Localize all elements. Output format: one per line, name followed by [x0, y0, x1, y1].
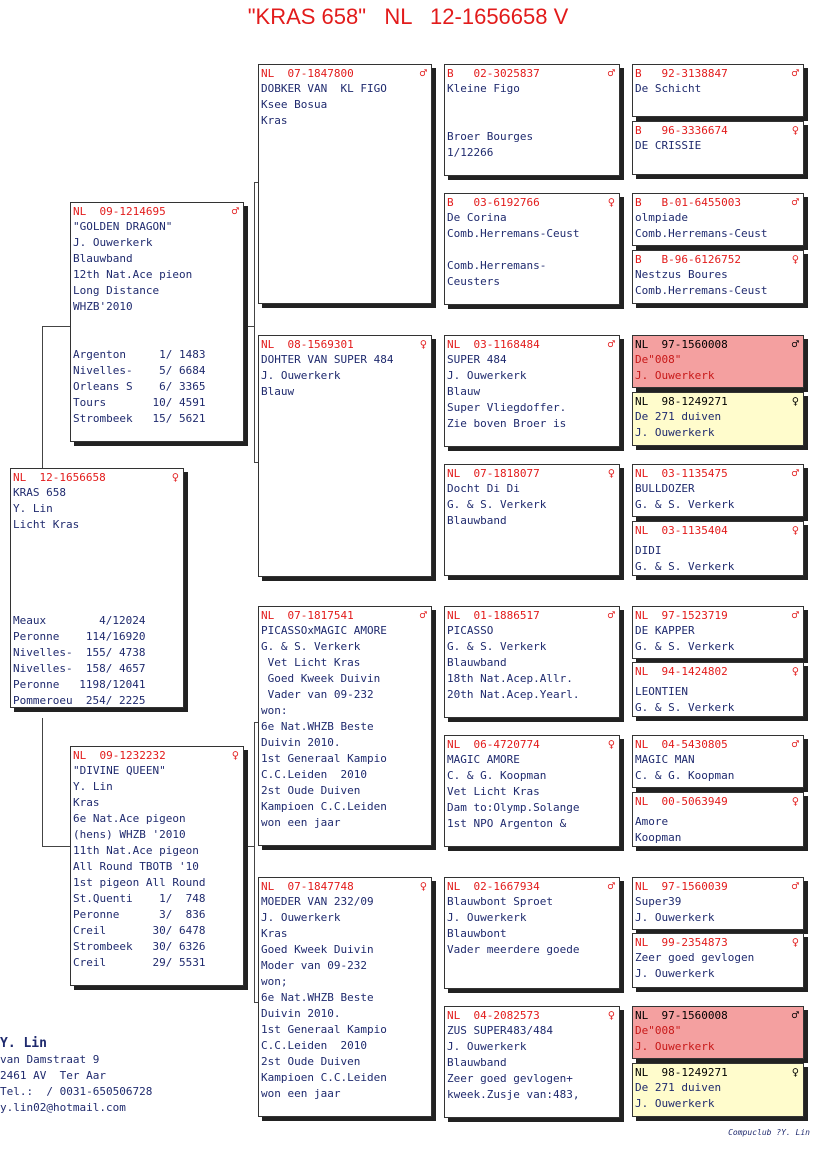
- female-icon: ♀: [791, 252, 799, 266]
- info-line: C. & G. Koopman: [635, 769, 735, 782]
- pigeon-card-ggp[interactable]: [444, 735, 620, 847]
- pigeon-card-gggp[interactable]: [632, 735, 804, 788]
- result-line: Tours 10/ 4591: [73, 396, 206, 409]
- info-line: Docht Di Di: [447, 482, 520, 495]
- info-line: won een jaar: [261, 816, 341, 829]
- result-line: Meaux 4/12024: [13, 614, 146, 627]
- ring-number: NL 09-1232232: [73, 748, 166, 762]
- pigeon-card-gggp[interactable]: [632, 64, 804, 117]
- ring-number: NL 12-1656658: [13, 470, 106, 484]
- info-line: Dam to:Olymp.Solange: [447, 801, 580, 814]
- ring-number: NL 97-1560039: [635, 879, 728, 893]
- info-line: De"008": [635, 1024, 682, 1037]
- pigeon-card-gggp-highlighted[interactable]: [632, 1063, 804, 1117]
- info-line: Comb.Herremans-: [447, 259, 547, 272]
- info-line: Kleine Figo: [447, 82, 520, 95]
- info-line: Vet Licht Kras: [261, 656, 361, 669]
- connector-line: [246, 326, 254, 327]
- ring-number: B 92-3138847: [635, 66, 728, 80]
- owner-phone: Tel.: / 0031-650506728: [0, 1085, 153, 1098]
- info-line: Duivin 2010.: [261, 1007, 341, 1020]
- ring-number: NL 94-1424802: [635, 664, 728, 678]
- software-credit: Compuclub ?Y. Lin: [728, 1128, 810, 1137]
- male-icon: ♂: [791, 337, 799, 351]
- info-line: 1/12266: [447, 146, 494, 159]
- info-line: kweek.Zusje van:483,: [447, 1088, 580, 1101]
- info-line: Blauwband: [447, 1056, 507, 1069]
- male-icon: ♂: [791, 608, 799, 622]
- info-line: Blauwband: [447, 514, 507, 527]
- info-line: 11th Nat.Ace pigeon: [73, 844, 199, 857]
- owner-name: Y. Lin: [0, 1036, 47, 1051]
- male-icon: ♂: [607, 879, 615, 893]
- male-icon: ♂: [419, 66, 427, 80]
- info-line: Vader van 09-232: [261, 688, 374, 701]
- info-line: Blauwbont: [447, 927, 507, 940]
- ring-number: NL 03-1135475: [635, 466, 728, 480]
- info-line: won;: [261, 975, 288, 988]
- result-line: Peronne 3/ 836: [73, 908, 206, 921]
- owner-address: van Damstraat 9: [0, 1053, 100, 1066]
- pigeon-card-dam-dam[interactable]: [258, 877, 432, 1117]
- pigeon-card-gggp[interactable]: [632, 121, 804, 175]
- ring-number: B B-96-6126752: [635, 252, 741, 266]
- info-line: De Corina: [447, 211, 507, 224]
- female-icon: ♀: [791, 794, 799, 808]
- info-line: G. & S. Verkerk: [447, 640, 547, 653]
- male-icon: ♂: [791, 195, 799, 209]
- info-line: DIDI: [635, 544, 662, 557]
- info-line: G. & S. Verkerk: [261, 640, 361, 653]
- info-line: Kampioen C.C.Leiden: [261, 1071, 387, 1084]
- info-line: DE CRISSIE: [635, 139, 702, 152]
- pigeon-card-ggp[interactable]: [444, 1006, 620, 1118]
- info-line: 1st Generaal Kampio: [261, 1023, 387, 1036]
- pigeon-card-sire-sire[interactable]: [258, 64, 432, 304]
- ring-number: NL 07-1817541: [261, 608, 354, 622]
- info-line: 1st NPO Argenton &: [447, 817, 567, 830]
- ring-number: NL 07-1847748: [261, 879, 354, 893]
- info-line: Licht Kras: [13, 518, 80, 531]
- info-line: MOEDER VAN 232/09: [261, 895, 374, 908]
- result-line: Strombeek 30/ 6326: [73, 940, 206, 953]
- connector-line: [42, 326, 70, 327]
- pigeon-card-ggp[interactable]: [444, 193, 620, 305]
- info-line: LEONTIEN: [635, 685, 688, 698]
- female-icon: ♀: [171, 470, 179, 484]
- info-line: MAGIC MAN: [635, 753, 695, 766]
- male-icon: ♂: [791, 466, 799, 480]
- ring-number: B 96-3336674: [635, 123, 728, 137]
- result-line: Peronne 1198/12041: [13, 678, 146, 691]
- pigeon-card-ggp[interactable]: [444, 877, 620, 989]
- result-line: Peronne 114/16920: [13, 630, 146, 643]
- info-line: Ksee Bosua: [261, 98, 328, 111]
- info-line: Blauwband: [447, 656, 507, 669]
- info-line: Super Vliegdoffer.: [447, 401, 567, 414]
- info-line: C.C.Leiden 2010: [261, 768, 367, 781]
- female-icon: ♀: [791, 935, 799, 949]
- info-line: Goed Kweek Duivin: [261, 672, 381, 685]
- info-line: J. Ouwerkerk: [635, 1097, 715, 1110]
- info-line: Zie boven Broer is: [447, 417, 567, 430]
- info-line: DOBKER VAN KL FIGO: [261, 82, 387, 95]
- female-icon: ♀: [791, 394, 799, 408]
- female-icon: ♀: [231, 748, 239, 762]
- female-icon: ♀: [419, 337, 427, 351]
- info-line: G. & S. Verkerk: [447, 498, 547, 511]
- ring-number: NL 03-1168484: [447, 337, 540, 351]
- ring-number: NL 04-2082573: [447, 1008, 540, 1022]
- ring-number: NL 04-5430805: [635, 737, 728, 751]
- ring-number: NL 97-1560008: [635, 1008, 728, 1022]
- info-line: SUPER 484: [447, 353, 507, 366]
- info-line: J. Ouwerkerk: [635, 1040, 715, 1053]
- ring-number: NL 00-5063949: [635, 794, 728, 808]
- info-line: 6e Nat.WHZB Beste: [261, 991, 374, 1004]
- info-line: Zeer goed gevlogen+: [447, 1072, 573, 1085]
- info-line: C. & G. Koopman: [447, 769, 547, 782]
- info-line: BULLDOZER: [635, 482, 695, 495]
- info-line: J. Ouwerkerk: [635, 369, 715, 382]
- info-line: Kras: [73, 796, 100, 809]
- ring-number: NL 97-1523719: [635, 608, 728, 622]
- info-line: WHZB'2010: [73, 300, 133, 313]
- pedigree-title: "KRAS 658" NL 12-1656658 V: [247, 4, 569, 29]
- info-line: Amore: [635, 815, 669, 828]
- info-line: Duivin 2010.: [261, 736, 341, 749]
- info-line: All Round TBOTB '10: [73, 860, 199, 873]
- info-line: Koopman: [635, 831, 682, 844]
- male-icon: ♂: [231, 204, 239, 218]
- female-icon: ♀: [607, 1008, 615, 1022]
- result-line: Creil 30/ 6478: [73, 924, 206, 937]
- male-icon: ♂: [791, 879, 799, 893]
- result-line: Argenton 1/ 1483: [73, 348, 206, 361]
- pigeon-card-gggp[interactable]: [632, 464, 804, 517]
- male-icon: ♂: [607, 608, 615, 622]
- info-line: 6e Nat.WHZB Beste: [261, 720, 374, 733]
- male-icon: ♂: [791, 737, 799, 751]
- info-line: olmpiade: [635, 211, 688, 224]
- ring-number: NL 98-1249271: [635, 1065, 728, 1079]
- info-line: Blauwbont Sproet: [447, 895, 553, 908]
- info-line: ZUS SUPER483/484: [447, 1024, 553, 1037]
- result-line: Strombeek 15/ 5621: [73, 412, 206, 425]
- info-line: won een jaar: [261, 1087, 341, 1100]
- connector-line: [254, 722, 255, 1002]
- info-line: Goed Kweek Duivin: [261, 943, 374, 956]
- ring-number: NL 01-1886517: [447, 608, 540, 622]
- info-line: Super39: [635, 895, 682, 908]
- info-line: 1st Generaal Kampio: [261, 752, 387, 765]
- result-line: St.Quenti 1/ 748: [73, 892, 206, 905]
- pigeon-card-gggp[interactable]: [632, 606, 804, 659]
- info-line: DOHTER VAN SUPER 484: [261, 353, 394, 366]
- connector-line: [42, 718, 43, 846]
- male-icon: ♂: [607, 337, 615, 351]
- connector-line: [42, 326, 43, 468]
- info-line: De 271 duiven: [635, 410, 722, 423]
- info-line: J. Ouwerkerk: [635, 911, 715, 924]
- pigeon-card-subject[interactable]: [10, 468, 184, 708]
- info-line: J. Ouwerkerk: [447, 369, 527, 382]
- result-line: Pommeroeu 254/ 2225: [13, 694, 146, 707]
- pigeon-card-gggp[interactable]: [632, 193, 804, 246]
- pigeon-card-sire-dam[interactable]: [258, 335, 432, 577]
- pigeon-card-ggp[interactable]: [444, 335, 620, 447]
- info-line: Nestzus Boures: [635, 268, 728, 281]
- ring-number: NL 07-1818077: [447, 466, 540, 480]
- info-line: Blauwband: [73, 252, 133, 265]
- info-line: De Schicht: [635, 82, 702, 95]
- connector-line: [246, 846, 254, 847]
- pigeon-card-gggp[interactable]: [632, 877, 804, 930]
- info-line: J. Ouwerkerk: [635, 967, 715, 980]
- ring-number: B B-01-6455003: [635, 195, 741, 209]
- info-line: Comb.Herremans-Ceust: [635, 284, 768, 297]
- ring-number: NL 06-4720774: [447, 737, 540, 751]
- pigeon-card-gggp[interactable]: [632, 792, 804, 847]
- info-line: Ceusters: [447, 275, 500, 288]
- connector-line: [42, 846, 70, 847]
- info-line: won:: [261, 704, 288, 717]
- pigeon-card-ggp[interactable]: [444, 464, 620, 576]
- info-line: Comb.Herremans-Ceust: [447, 227, 580, 240]
- info-line: J. Ouwerkerk: [447, 1040, 527, 1053]
- female-icon: ♀: [791, 664, 799, 678]
- female-icon: ♀: [791, 123, 799, 137]
- info-line: DE KAPPER: [635, 624, 695, 637]
- owner-postcode: 2461 AV Ter Aar: [0, 1069, 106, 1082]
- female-icon: ♀: [791, 523, 799, 537]
- pigeon-card-gggp-highlighted[interactable]: [632, 335, 804, 388]
- female-icon: ♀: [607, 466, 615, 480]
- female-icon: ♀: [607, 737, 615, 751]
- info-line: J. Ouwerkerk: [447, 911, 527, 924]
- result-line: Nivelles- 158/ 4657: [13, 662, 146, 675]
- info-line: "GOLDEN DRAGON": [73, 220, 173, 233]
- info-line: J. Ouwerkerk: [635, 426, 715, 439]
- info-line: Broer Bourges: [447, 130, 534, 143]
- ring-number: NL 09-1214695: [73, 204, 166, 218]
- info-line: "DIVINE QUEEN": [73, 764, 166, 777]
- pigeon-card-ggp[interactable]: [444, 606, 620, 718]
- info-line: Vet Licht Kras: [447, 785, 540, 798]
- info-line: 6e Nat.Ace pigeon: [73, 812, 186, 825]
- info-line: 18th Nat.Acep.Allr.: [447, 672, 573, 685]
- female-icon: ♀: [419, 879, 427, 893]
- info-line: Y. Lin: [73, 780, 113, 793]
- female-icon: ♀: [607, 195, 615, 209]
- pigeon-card-dam-sire[interactable]: [258, 606, 432, 846]
- info-line: 20th Nat.Acep.Yearl.: [447, 688, 580, 701]
- pigeon-card-gggp[interactable]: [632, 521, 804, 576]
- ring-number: B 03-6192766: [447, 195, 540, 209]
- info-line: G. & S. Verkerk: [635, 560, 735, 573]
- owner-contact: [0, 1036, 152, 1116]
- info-line: G. & S. Verkerk: [635, 701, 735, 714]
- ring-number: NL 02-1667934: [447, 879, 540, 893]
- info-line: J. Ouwerkerk: [73, 236, 153, 249]
- pigeon-card-gggp[interactable]: [632, 662, 804, 717]
- info-line: MAGIC AMORE: [447, 753, 520, 766]
- info-line: PICASSOxMAGIC AMORE: [261, 624, 387, 637]
- info-line: Vader meerdere goede: [447, 943, 580, 956]
- ring-number: NL 08-1569301: [261, 337, 354, 351]
- info-line: Moder van 09-232: [261, 959, 367, 972]
- result-line: Nivelles- 5/ 6684: [73, 364, 206, 377]
- info-line: Blauw: [447, 385, 481, 398]
- ring-number: NL 03-1135404: [635, 523, 728, 537]
- info-line: Kras: [261, 114, 288, 127]
- info-line: De"008": [635, 353, 682, 366]
- female-icon: ♀: [791, 1065, 799, 1079]
- result-line: Orleans S 6/ 3365: [73, 380, 206, 393]
- ring-number: B 02-3025837: [447, 66, 540, 80]
- pigeon-card-ggp[interactable]: [444, 64, 620, 176]
- male-icon: ♂: [607, 66, 615, 80]
- result-line: Nivelles- 155/ 4738: [13, 646, 146, 659]
- pigeon-card-gggp[interactable]: [632, 933, 804, 988]
- info-line: C.C.Leiden 2010: [261, 1039, 367, 1052]
- male-icon: ♂: [791, 66, 799, 80]
- info-line: 2st Oude Duiven: [261, 784, 361, 797]
- pigeon-card-gggp-highlighted[interactable]: [632, 392, 804, 446]
- info-line: 1st pigeon All Round: [73, 876, 206, 889]
- owner-email: y.lin02@hotmail.com: [0, 1101, 126, 1114]
- ring-number: NL 98-1249271: [635, 394, 728, 408]
- pigeon-card-sire[interactable]: [70, 202, 244, 442]
- result-line: Creil 29/ 5531: [73, 956, 206, 969]
- info-line: (hens) WHZB '2010: [73, 828, 186, 841]
- info-line: Long Distance: [73, 284, 160, 297]
- ring-number: NL 99-2354873: [635, 935, 728, 949]
- pigeon-card-gggp[interactable]: [632, 250, 804, 304]
- pigeon-card-gggp-highlighted[interactable]: [632, 1006, 804, 1059]
- info-line: Y. Lin: [13, 502, 53, 515]
- ring-number: NL 97-1560008: [635, 337, 728, 351]
- info-line: Blauw: [261, 385, 295, 398]
- male-icon: ♂: [791, 1008, 799, 1022]
- info-line: Kampioen C.C.Leiden: [261, 800, 387, 813]
- pigeon-card-dam[interactable]: [70, 746, 244, 986]
- info-line: Zeer goed gevlogen: [635, 951, 755, 964]
- info-line: G. & S. Verkerk: [635, 640, 735, 653]
- connector-line: [254, 182, 255, 462]
- info-line: Comb.Herremans-Ceust: [635, 227, 768, 240]
- info-line: J. Ouwerkerk: [261, 369, 341, 382]
- info-line: 12th Nat.Ace pieon: [73, 268, 193, 281]
- info-line: PICASSO: [447, 624, 494, 637]
- info-line: 2st Oude Duiven: [261, 1055, 361, 1068]
- info-line: De 271 duiven: [635, 1081, 722, 1094]
- info-line: KRAS 658: [13, 486, 66, 499]
- male-icon: ♂: [419, 608, 427, 622]
- info-line: J. Ouwerkerk: [261, 911, 341, 924]
- ring-number: NL 07-1847800: [261, 66, 354, 80]
- info-line: Kras: [261, 927, 288, 940]
- info-line: G. & S. Verkerk: [635, 498, 735, 511]
